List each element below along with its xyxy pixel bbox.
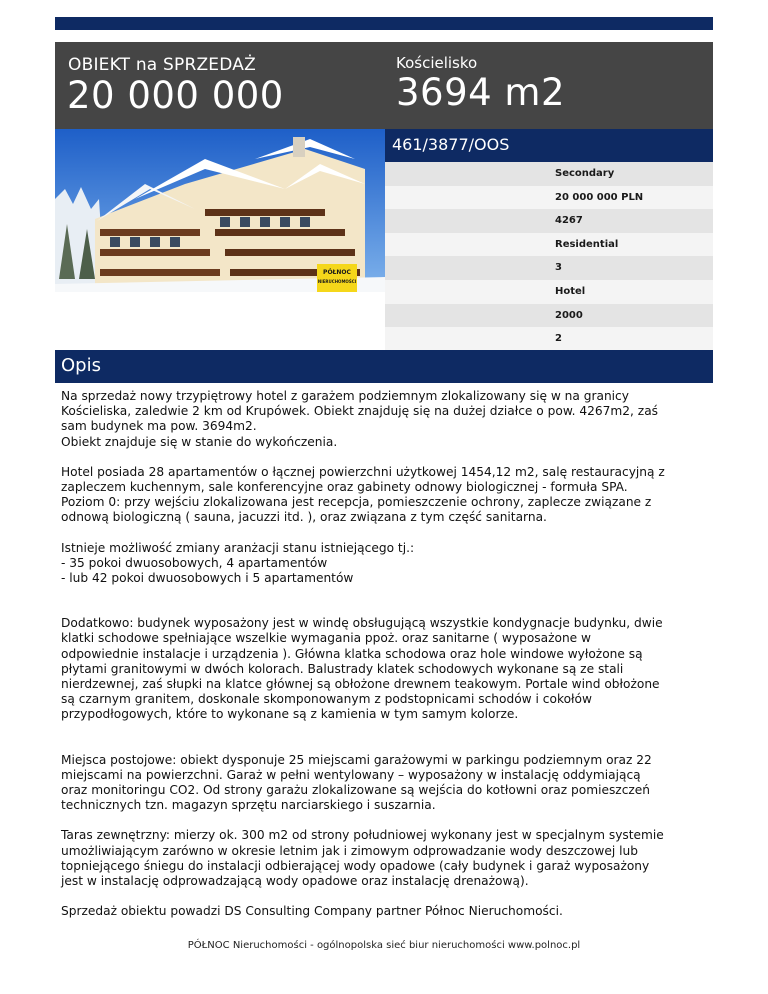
attribute-value: Residential	[547, 233, 713, 257]
attribute-value: Secondary	[547, 162, 713, 186]
description-paragraph: Dodatkowo: budynek wyposażony jest w windę obsługującą wszystkie kondygnacje budynku, dwie klatki schodowe spełniające wszelkie wymagania ppoż. oraz sanitarne ( wyposażone w odpowiednie instalacje i urządzenia ). Główna klatka schodowa oraz hole windowe wyłożone są płytami granitowymi w dwóch kolorach. Balustrady klatek schodowych wykonane są ze stali nierdzewnej, zaś słupki na klatce głównej są obłożone drewnem teakowym. Portale wind obłożone są czarnym granitem, doskonale skomponowanym z podstopnicami schodów i cokołów przypodłogowych, które to wykonane są z kamienia w tym samym kolorze.	[61, 616, 663, 722]
attribute-value: Hotel	[547, 280, 713, 304]
description-paragraph: Hotel posiada 28 apartamentów o łącznej powierzchni użytkowej 1454,12 m2, salę restauracyjną z zapleczem kuchennym, sale konferencyjne oraz gabinety odnowy biologicznej - formuła SPA. Poziom 0: przy wejściu zlokalizowana jest recepcja, pomieszczenie ochrony, zaplecze związane z odnową biologiczną ( sauna, jacuzzi itd. ), oraz związana z tym część sanitarna.	[61, 464, 665, 525]
listing-location: Kościelisko	[396, 54, 478, 72]
page-footer: PÓŁNOC Nieruchomości - ogólnopolska sieć biur nieruchomości www.polnoc.pl	[187, 940, 581, 951]
logo-text: PÓŁNOC	[323, 269, 351, 276]
description-section-header	[55, 350, 713, 383]
attribute-row	[385, 233, 713, 257]
attribute-label-cell	[385, 327, 547, 351]
property-photo	[55, 129, 385, 292]
attribute-value: 20 000 000 PLN	[547, 186, 713, 210]
attribute-value: 2	[547, 327, 713, 351]
listing-header	[55, 42, 713, 129]
attribute-value: 4267	[547, 209, 713, 233]
attribute-row	[385, 162, 713, 186]
attribute-label-cell	[385, 256, 547, 280]
attribute-row	[385, 327, 713, 351]
attribute-label-cell	[385, 280, 547, 304]
description-paragraph: Na sprzedaż nowy trzypiętrowy hotel z garażem podziemnym zlokalizowany się w na granicy Kościeliska, zaledwie 2 km od Krupówek. Obiekt znajduję się na dużej działce o pow. 4267m2, zaś sam budynek ma pow. 3694m2. Obiekt znajduje się w stanie do wykończenia.	[61, 389, 659, 449]
description-paragraph: Taras zewnętrzny: mierzy ok. 300 m2 od strony południowej wykonany jest w specjalnym systemie umożliwiającym zarówno w okresie letnim jak i zimowym odprowadzanie wody deszczowej lub topniejącego śniegu do instalacji odbierającej wody opadowe (cały budynek i garaż wyposażony jest w instalację odprowadzającą wody opadowe oraz instalację drenażową).	[61, 828, 664, 889]
attributes-table	[385, 162, 713, 351]
reference-bar	[385, 129, 713, 162]
description-paragraph: Miejsca postojowe: obiekt dysponuje 25 miejscami garażowymi w parkingu podziemnym oraz 22 miejscami na powierzchni. Garaż w pełni wentylowany – wyposażony w instalację oddymiającą oraz monitoringu CO2. Od strony garażu zlokalizowane są wejścia do kotłowni oraz pomieszczeń technicznych tzn. magazyn sprzętu narciarskiego i suszarnia.	[61, 752, 652, 813]
company-logo	[317, 264, 357, 292]
attribute-row	[385, 209, 713, 233]
attribute-label-cell	[385, 233, 547, 257]
attribute-value: 2000	[547, 304, 713, 328]
top-accent-bar	[55, 17, 713, 30]
attribute-value: 3	[547, 256, 713, 280]
description-paragraph: Sprzedaż obiektu powadzi DS Consulting Company partner Północ Nieruchomości.	[61, 904, 563, 919]
attribute-row	[385, 256, 713, 280]
reference-number: 461/3877/OOS	[392, 135, 510, 154]
attribute-row	[385, 280, 713, 304]
attribute-row	[385, 304, 713, 328]
attribute-label-cell	[385, 304, 547, 328]
description-body	[61, 389, 711, 919]
description-paragraph: Istnieje możliwość zmiany aranżacji stanu istniejącego tj.: - 35 pokoi dwuosobowych, 4 apartamentów - lub 42 pokoi dwuosobowych i 5 apartamentów	[61, 540, 415, 586]
section-title: Opis	[61, 355, 101, 376]
listing-type-label: OBIEKT na SPRZEDAŻ	[68, 55, 256, 75]
attribute-label-cell	[385, 209, 547, 233]
attribute-label-cell	[385, 162, 547, 186]
logo-subtext: NIERUCHOMOŚCI	[317, 279, 357, 284]
listing-price: 20 000 000	[67, 74, 284, 117]
listing-area: 3694 m2	[396, 71, 566, 114]
attribute-label-cell	[385, 186, 547, 210]
attribute-row	[385, 186, 713, 210]
